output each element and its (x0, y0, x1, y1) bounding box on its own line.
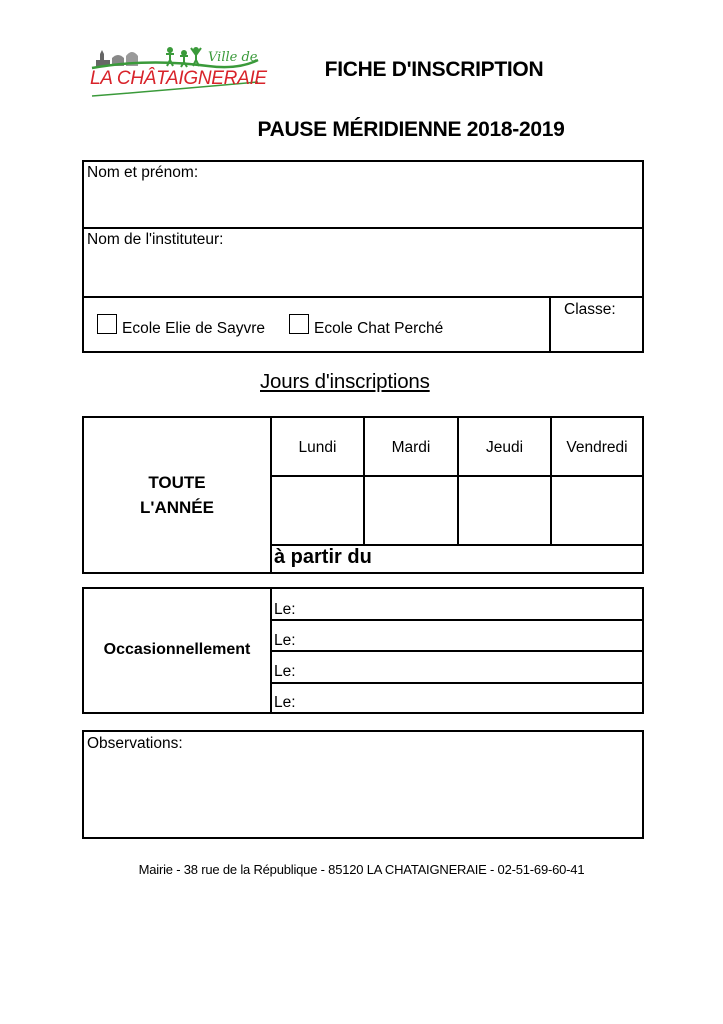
divider (270, 650, 642, 652)
school-chat-label: Ecole Chat Perché (314, 320, 444, 337)
day-jeudi: Jeudi (485, 439, 524, 456)
divider (84, 296, 642, 298)
teacher-label: Nom de l'instituteur: (87, 231, 224, 248)
occasional-date-label: Le: (274, 663, 296, 680)
class-label: Classe: (564, 301, 616, 318)
divider (270, 682, 642, 684)
logo-town-name: LA CHÂTAIGNERAIE (90, 68, 267, 89)
divider (549, 296, 551, 351)
occasional-label: Occasionnellement (103, 641, 251, 658)
observations-label: Observations: (87, 735, 183, 752)
school-elie-label: Ecole Elie de Sayvre (122, 320, 266, 337)
occasional-section (82, 587, 644, 714)
footer-address: Mairie - 38 rue de la République - 85120 LA CHATAIGNERAIE - 02-51-69-60-41 (138, 862, 585, 877)
all-year-label-line2: L'ANNÉE (140, 498, 214, 517)
divider (84, 227, 642, 229)
cell-mardi[interactable] (365, 477, 457, 544)
day-vendredi: Vendredi (566, 439, 628, 456)
logo-ville-text: Ville de (208, 50, 258, 65)
all-year-section (82, 416, 644, 574)
day-mardi: Mardi (391, 439, 431, 456)
town-logo (88, 44, 267, 100)
observations-section[interactable] (82, 730, 644, 839)
divider (270, 619, 642, 621)
occasional-date-label: Le: (274, 601, 296, 618)
page-title: FICHE D'INSCRIPTION (324, 58, 544, 81)
days-heading: Jours d'inscriptions (260, 370, 430, 393)
name-label: Nom et prénom: (87, 164, 199, 181)
cell-jeudi[interactable] (459, 477, 550, 544)
occasional-date-label: Le: (274, 694, 296, 711)
school-elie-checkbox[interactable] (97, 314, 117, 334)
school-chat-checkbox[interactable] (289, 314, 309, 334)
page-subtitle: PAUSE MÉRIDIENNE 2018-2019 (257, 118, 565, 141)
identity-section (82, 160, 644, 353)
start-date-label: à partir du (274, 546, 372, 568)
cell-vendredi[interactable] (552, 477, 642, 544)
cell-lundi[interactable] (272, 477, 363, 544)
all-year-label-line1: TOUTE (148, 473, 206, 492)
day-lundi: Lundi (298, 439, 337, 456)
occasional-date-label: Le: (274, 632, 296, 649)
